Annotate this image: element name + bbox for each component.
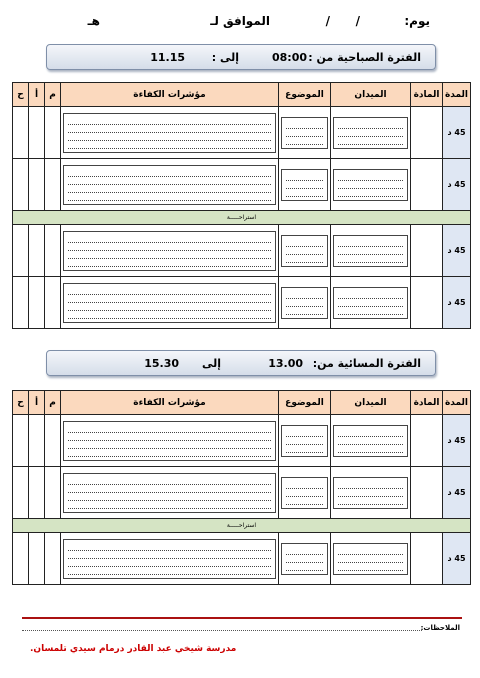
field-cell[interactable] <box>331 467 411 519</box>
subject-cell[interactable] <box>411 107 443 159</box>
h-cell[interactable] <box>13 159 29 211</box>
notes-label: الملاحظات: <box>420 624 460 632</box>
evening-schedule-table <box>12 390 471 585</box>
col-topic: الموضوع <box>279 391 331 415</box>
divider-line <box>22 617 462 619</box>
m-cell[interactable] <box>45 467 61 519</box>
morning-to-label: إلى : <box>211 51 239 64</box>
topic-cell[interactable] <box>279 467 331 519</box>
duration-cell: 45 د <box>443 415 471 467</box>
field-cell[interactable] <box>331 159 411 211</box>
duration-cell: 45 د <box>443 159 471 211</box>
table-header-row <box>13 83 471 107</box>
col-h: ح <box>13 83 29 107</box>
subject-cell[interactable] <box>411 415 443 467</box>
a-cell[interactable] <box>29 225 45 277</box>
field-cell[interactable] <box>331 415 411 467</box>
h-cell[interactable] <box>13 467 29 519</box>
a-cell[interactable] <box>29 159 45 211</box>
m-cell[interactable] <box>45 533 61 585</box>
a-cell[interactable] <box>29 415 45 467</box>
topic-cell[interactable] <box>279 533 331 585</box>
col-field: الميدان <box>331 83 411 107</box>
h-cell[interactable] <box>13 225 29 277</box>
indicators-cell[interactable] <box>61 277 279 329</box>
rest-label: استراحـــــة <box>13 211 471 225</box>
topic-cell[interactable] <box>279 225 331 277</box>
subject-cell[interactable] <box>411 159 443 211</box>
date-separator: / <box>355 14 360 28</box>
notes-field[interactable] <box>22 630 422 631</box>
m-cell[interactable] <box>45 277 61 329</box>
field-cell[interactable] <box>331 225 411 277</box>
hijri-suffix: هـ <box>87 14 100 28</box>
m-cell[interactable] <box>45 107 61 159</box>
school-name: مدرسة شيخي عبد القادر درمام سيدي تلمسان. <box>30 644 237 654</box>
duration-cell: 45 د <box>443 533 471 585</box>
evening-to-time: 15.30 <box>144 357 179 370</box>
m-cell[interactable] <box>45 225 61 277</box>
col-indicators: مؤشرات الكفاءة <box>61 83 279 107</box>
h-cell[interactable] <box>13 533 29 585</box>
col-m: م <box>45 391 61 415</box>
col-field: الميدان <box>331 391 411 415</box>
table-row <box>13 467 471 519</box>
corresponding-label: الموافق لـ <box>210 14 270 28</box>
rest-label: استراحـــــة <box>13 519 471 533</box>
date-separator: / <box>325 14 330 28</box>
a-cell[interactable] <box>29 277 45 329</box>
table-row <box>13 225 471 277</box>
rest-row <box>13 211 471 225</box>
duration-cell: 45 د <box>443 277 471 329</box>
subject-cell[interactable] <box>411 277 443 329</box>
col-h: ح <box>13 391 29 415</box>
col-a: أ <box>29 391 45 415</box>
topic-cell[interactable] <box>279 159 331 211</box>
h-cell[interactable] <box>13 107 29 159</box>
morning-to-time: 11.15 <box>150 51 185 64</box>
col-duration: المدة <box>443 83 471 107</box>
table-row <box>13 107 471 159</box>
table-row <box>13 277 471 329</box>
day-label: يوم: <box>404 14 430 28</box>
col-a: أ <box>29 83 45 107</box>
col-indicators: مؤشرات الكفاءة <box>61 391 279 415</box>
table-row <box>13 415 471 467</box>
indicators-cell[interactable] <box>61 467 279 519</box>
a-cell[interactable] <box>29 107 45 159</box>
evening-from-time: 13.00 <box>268 357 303 370</box>
morning-period-label: الفترة الصباحية من : <box>308 51 421 64</box>
evening-period-label: الفترة المسائية من: <box>312 357 421 370</box>
table-header-row <box>13 391 471 415</box>
subject-cell[interactable] <box>411 467 443 519</box>
evening-to-label: إلى <box>201 357 221 370</box>
a-cell[interactable] <box>29 467 45 519</box>
m-cell[interactable] <box>45 415 61 467</box>
col-m: م <box>45 83 61 107</box>
topic-cell[interactable] <box>279 277 331 329</box>
morning-from-time: 08:00 <box>271 51 307 64</box>
indicators-cell[interactable] <box>61 107 279 159</box>
morning-period-box <box>46 44 436 70</box>
col-topic: الموضوع <box>279 83 331 107</box>
indicators-cell[interactable] <box>61 225 279 277</box>
duration-cell: 45 د <box>443 107 471 159</box>
m-cell[interactable] <box>45 159 61 211</box>
evening-period-box <box>46 350 436 376</box>
indicators-cell[interactable] <box>61 533 279 585</box>
topic-cell[interactable] <box>279 415 331 467</box>
h-cell[interactable] <box>13 415 29 467</box>
table-row <box>13 533 471 585</box>
rest-row <box>13 519 471 533</box>
col-duration: المدة <box>443 391 471 415</box>
a-cell[interactable] <box>29 533 45 585</box>
topic-cell[interactable] <box>279 107 331 159</box>
col-subject: المادة <box>411 83 443 107</box>
subject-cell[interactable] <box>411 533 443 585</box>
duration-cell: 45 د <box>443 225 471 277</box>
indicators-cell[interactable] <box>61 159 279 211</box>
h-cell[interactable] <box>13 277 29 329</box>
field-cell[interactable] <box>331 277 411 329</box>
morning-schedule-table <box>12 82 471 329</box>
duration-cell: 45 د <box>443 467 471 519</box>
table-row <box>13 159 471 211</box>
field-cell[interactable] <box>331 107 411 159</box>
field-cell[interactable] <box>331 533 411 585</box>
col-subject: المادة <box>411 391 443 415</box>
indicators-cell[interactable] <box>61 415 279 467</box>
subject-cell[interactable] <box>411 225 443 277</box>
